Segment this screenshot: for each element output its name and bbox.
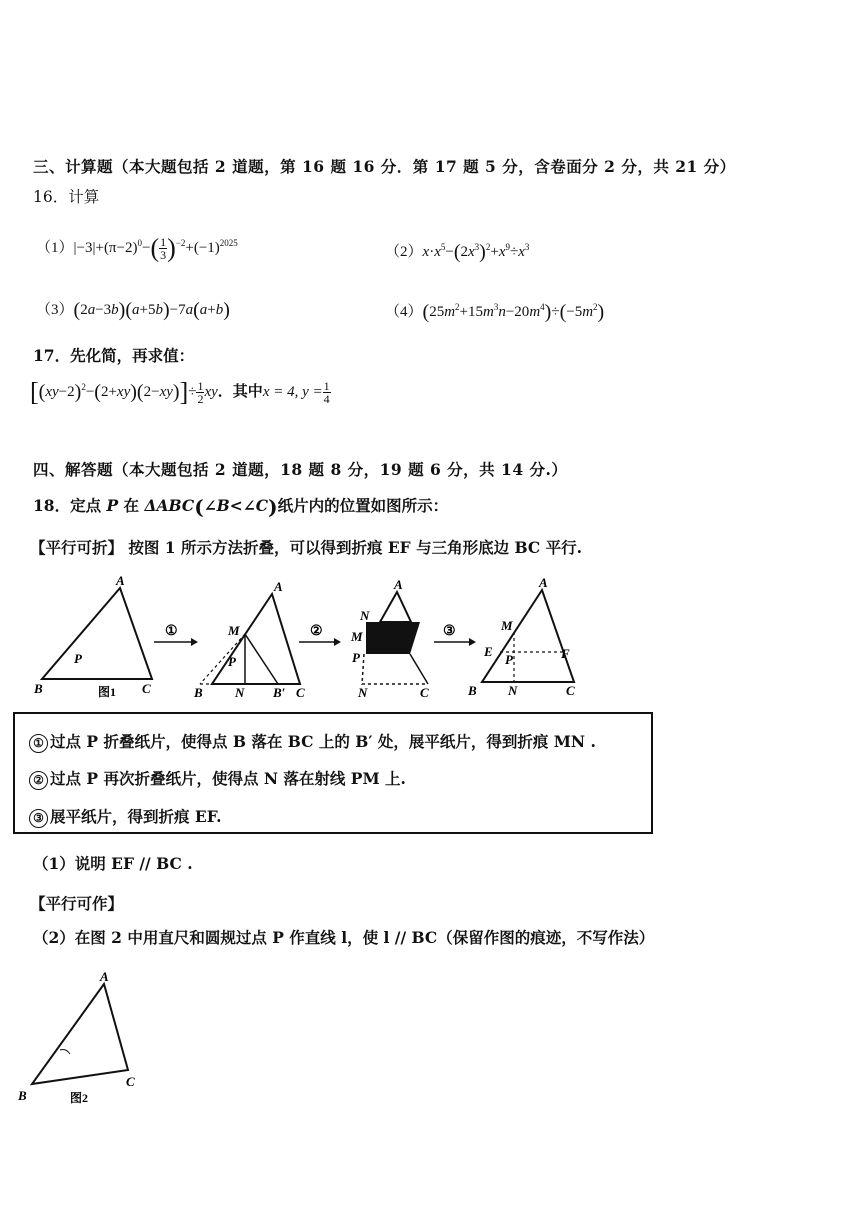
svg-text:N: N xyxy=(358,685,368,700)
question-16-title: 16．计算 xyxy=(33,188,100,206)
svg-text:②: ② xyxy=(310,624,323,639)
figure-1-triangle xyxy=(33,573,152,699)
svg-text:P: P xyxy=(352,650,360,665)
q16-part3: （3）(2a−3b)(a+5b)−7a(a+b) xyxy=(36,299,230,322)
svg-text:B: B xyxy=(34,681,43,696)
svg-text:N: N xyxy=(360,608,370,623)
q16-part1: $(1)|-3|+(\pi-2)^0-$( $\frac{1}{3}$ )$^{-2}+(-1)^{2025}$ xyxy=(36,233,238,263)
step-1-marker: ① xyxy=(29,734,48,753)
step-3-triangle xyxy=(467,575,575,698)
q18-sub2: （2）在图 2 中用直尺和圆规过点 P 作直线 l，使 l // BC（保留作图的痕迹，不写作法） xyxy=(33,928,655,947)
q18-sub1: （1）说明 EF // BC . xyxy=(33,854,193,873)
q16-part4-label: （4） xyxy=(385,304,423,320)
svg-text:A: A xyxy=(274,579,283,594)
svg-text:C: C xyxy=(566,683,575,698)
figure-1-caption: 图1 xyxy=(98,685,117,699)
folding-steps-box xyxy=(13,712,653,834)
figure-1-sequence xyxy=(28,572,588,710)
svg-text:①: ① xyxy=(165,624,178,639)
svg-text:P: P xyxy=(505,652,513,667)
q17-condition-text: ．其中 xyxy=(217,384,263,400)
q17-y-value: y = xyxy=(302,384,323,400)
svg-text:P: P xyxy=(228,654,236,669)
q18-stem-prefix: 18．定点 xyxy=(33,496,102,515)
svg-text:E: E xyxy=(484,644,493,659)
svg-text:③: ③ xyxy=(443,624,456,639)
svg-text:B: B xyxy=(194,685,203,700)
svg-text:C: C xyxy=(296,685,305,700)
svg-text:A: A xyxy=(100,969,109,984)
step-2-marker: ② xyxy=(29,771,48,790)
q16-part1-label: （1） xyxy=(36,240,74,256)
step-arrow-3 xyxy=(434,624,476,646)
step-arrow-1 xyxy=(154,624,198,646)
svg-text:B′: B′ xyxy=(273,685,286,700)
svg-text:C: C xyxy=(126,1074,135,1089)
svg-text:P: P xyxy=(74,651,82,666)
step-1-triangle xyxy=(193,579,305,700)
q16-part4: $(4)(25m^2+15m^3n-20m^4)\div(-5m^2)$ xyxy=(385,301,605,324)
q17-x-value: x = 4, xyxy=(262,384,299,400)
svg-text:A: A xyxy=(539,575,548,590)
step-1-text: ① 过点 P 折叠纸片，使得点 B 落在 BC 上的 B′ 处，展平纸片，得到折痕 MN . xyxy=(29,730,596,753)
question-17-title: 17．先化简，再求值： xyxy=(33,346,195,365)
section-4-heading: 四、解答题（本大题包括 2 道题，18 题 8 分，19 题 6 分，共 14 分.） xyxy=(33,460,568,479)
q18-stem-suffix: 纸片内的位置如图所示： xyxy=(277,496,449,515)
parallel-make-heading: 【平行可作】 xyxy=(30,894,124,913)
svg-text:N: N xyxy=(235,685,245,700)
svg-text:F: F xyxy=(561,646,570,661)
svg-text:A: A xyxy=(394,577,403,592)
section-3-heading: 三、计算题（本大题包括 2 道题，第 16 题 16 分．第 17 题 5 分，含卷面分 2 分，共 21 分） xyxy=(33,157,736,176)
q17-expression: $[(xy-2)^2-(2+xy)(2-xy)]\div$ $\frac{1}{2}$ xy．其中x = 4, y = $\frac{1}{4}$ xyxy=(30,377,330,407)
q16-part2: $(2)x\cdot x^5-(2x^3)^2+x^9\div x^3$ xyxy=(385,241,530,264)
svg-text:C: C xyxy=(142,681,151,696)
svg-text:M: M xyxy=(351,629,363,644)
step-3-marker: ③ xyxy=(29,809,48,828)
q16-part3-label: （3） xyxy=(36,302,74,318)
question-18-stem: 18．定点 P 在 ΔABC(∠B<∠C)纸片内的位置如图所示： xyxy=(33,495,449,519)
svg-text:A: A xyxy=(116,573,125,588)
svg-text:M: M xyxy=(228,623,240,638)
step-3-text: ③ 展平纸片，得到折痕 EF. xyxy=(29,805,222,828)
svg-text:B: B xyxy=(468,683,477,698)
figure-2 xyxy=(14,966,164,1114)
step-2-triangle xyxy=(350,577,429,700)
q16-part2-label: （2） xyxy=(385,244,423,260)
svg-text:B: B xyxy=(18,1088,27,1103)
step-2-text: ② 过点 P 再次折叠纸片，使得点 N 落在射线 PM 上. xyxy=(29,767,406,790)
parallel-fold-text: 【平行可折】 按图 1 所示方法折叠，可以得到折痕 EF 与三角形底边 BC 平行. xyxy=(30,538,583,557)
svg-text:C: C xyxy=(420,685,429,700)
svg-text:M: M xyxy=(501,618,513,633)
svg-text:N: N xyxy=(508,683,518,698)
step-arrow-2 xyxy=(299,624,341,646)
figure-2-caption: 图2 xyxy=(70,1091,89,1105)
